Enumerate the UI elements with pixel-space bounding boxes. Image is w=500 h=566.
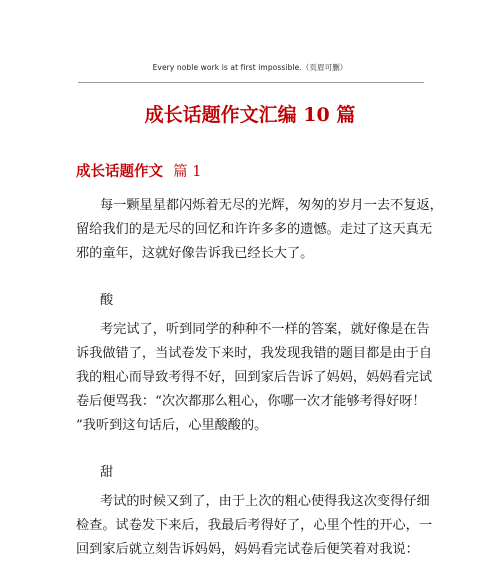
sub-heading-sour: 酸 xyxy=(100,293,114,308)
paragraph-1 xyxy=(76,194,443,266)
section-heading xyxy=(76,160,201,181)
section-heading-text: 成长话题作文 xyxy=(76,163,163,180)
paragraph-2 xyxy=(76,318,433,438)
paragraph-line: 考试的时候又到了，由于上次的粗心使得我这次变得仔细 xyxy=(100,494,430,509)
paragraph-line: 检查。试卷发下来后，我最后考得好了，心里个性的开心，一 xyxy=(76,518,433,533)
section-heading-number: 篇 1 xyxy=(173,164,202,180)
paragraph-line: 留给我们的是无尽的回忆和许许多多的遗憾。走过了这天真无 xyxy=(76,222,433,237)
paragraph-3 xyxy=(76,490,433,562)
paragraph-line: ”我听到这句话后，心里酸酸的。 xyxy=(76,418,268,433)
paragraph-line: 考完试了，听到同学的种种不一样的答案，就好像是在告 xyxy=(100,322,430,337)
document-title: 成长话题作文汇编 10 篇 xyxy=(144,104,356,126)
header-divider xyxy=(78,82,424,83)
paragraph-line: 卷后便骂我：“次次都那么粗心，你哪一次才能够考得好呀！ xyxy=(76,394,426,409)
paragraph-line: 我的粗心而导致考得不好，回到家后告诉了妈妈，妈妈看完试 xyxy=(76,370,433,385)
page-header: Every noble work is at first impossible.（页眉可删） xyxy=(152,63,348,72)
sub-heading-sweet: 甜 xyxy=(100,465,114,480)
paragraph-line: 诉我做错了，当试卷发下来时，我发现我错的题目都是由于自 xyxy=(76,346,433,361)
paragraph-line: 每一颗星星都闪烁着无尽的光辉，匆匆的岁月一去不复返， xyxy=(100,198,443,213)
paragraph-line: 邪的童年，这就好像告诉我已经长大了。 xyxy=(76,246,314,261)
paragraph-line: 回到家后就立刻告诉妈妈，妈妈看完试卷后便笑着对我说： xyxy=(76,542,419,557)
